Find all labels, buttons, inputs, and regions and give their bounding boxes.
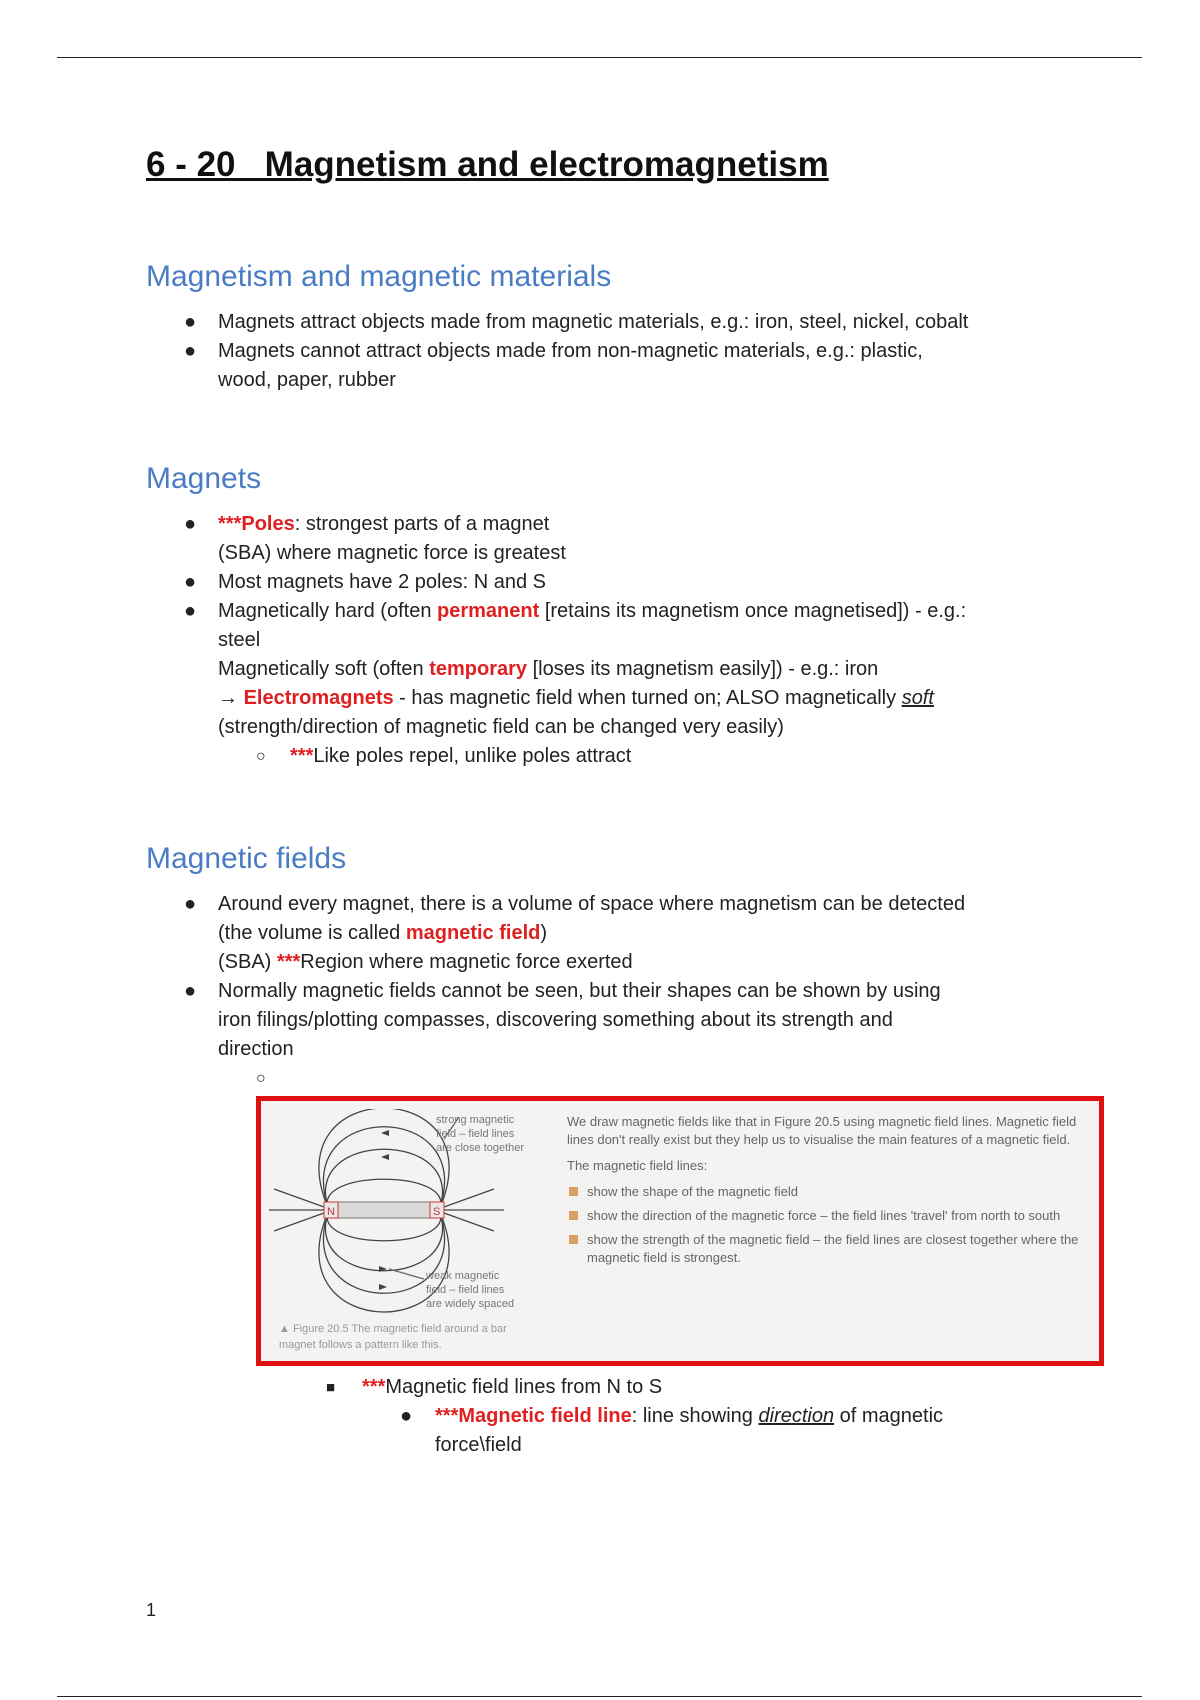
callout-weak-field: weak magnetic field – field lines are widely spaced: [426, 1270, 515, 1310]
bottom-rule: [57, 1696, 1142, 1697]
list-item: ● Normally magnetic fields cannot be seen, but their shapes can be shown by using: [0, 977, 965, 1006]
list-item-continuation: (SBA) where magnetic force is greatest: [218, 542, 566, 564]
magnets-list: [0, 510, 966, 771]
square-bullet-icon: ■: [326, 1379, 336, 1396]
list-item-soft: Magnetically soft (often temporary [loses its magnetism easily]) - e.g.: iron: [218, 658, 879, 680]
heading-magnetic-fields: Magnetic fields: [146, 842, 347, 875]
list-item-hard: ● Magnetically hard (often permanent [retains its magnetism once magnetised]) - e.g.:: [0, 597, 966, 626]
figure-text: [567, 1113, 1097, 1273]
list-item-poles: ● ***Poles: strongest parts of a magnet: [0, 510, 966, 539]
list-item-continuation: (strength/direction of magnetic field can be changed very easily): [218, 716, 784, 738]
bullet-dot-icon: ●: [184, 600, 197, 622]
list-item-continuation: direction: [218, 1038, 294, 1060]
list-item-continuation: steel: [218, 629, 261, 651]
pole-s-label: S: [433, 1206, 441, 1218]
magnetic-field-figure: [256, 1096, 1104, 1366]
list-item-continuation: (SBA) ***Region where magnetic force exerted: [218, 951, 633, 973]
field-lines-list: [0, 1373, 943, 1460]
bullet-dot-icon: ●: [184, 513, 197, 535]
figure-lines-label: The magnetic field lines:: [567, 1158, 708, 1173]
heading-magnetic-materials: Magnetism and magnetic materials: [146, 260, 612, 293]
bullet-dot-icon: ●: [184, 893, 197, 915]
heading-magnets: Magnets: [146, 462, 262, 495]
hollow-circle-bullet-icon: ○: [256, 1070, 266, 1087]
list-item-continuation: wood, paper, rubber: [218, 369, 396, 391]
bullet-dot-icon: ●: [400, 1405, 413, 1427]
square-bullet-icon: [569, 1235, 578, 1244]
square-bullet-icon: [569, 1211, 578, 1220]
list-item: ● Around every magnet, there is a volume of space where magnetism can be detected: [0, 890, 965, 919]
list-item: ● Magnets cannot attract objects made from non-magnetic materials, e.g.: plastic,: [0, 337, 968, 366]
figure-intro: We draw magnetic fields like that in Figure 20.5 using magnetic field lines. Magnetic field lines don't really exist but they help us to visualise the main features of a magnetic field.: [567, 1114, 1077, 1147]
fields-list: [0, 890, 965, 1093]
bullet-dot-icon: ●: [184, 571, 197, 593]
page-title: 6 - 20 Magnetism and electromagnetism: [146, 145, 829, 184]
figure-list-item: show the direction of the magnetic force – the field lines 'travel' from north to south: [567, 1207, 1097, 1225]
list-item: ● Most magnets have 2 poles: N and S: [0, 568, 966, 597]
list-item-field-line: ● ***Magnetic field line: line showing direction of magnetic: [0, 1402, 943, 1431]
list-item-continuation: force\field: [435, 1434, 522, 1456]
list-item-electromagnets: → Electromagnets - has magnetic field when turned on; ALSO magnetically soft: [218, 687, 934, 709]
materials-list: [0, 308, 968, 395]
hollow-circle-bullet-icon: ○: [256, 748, 266, 765]
figure-list-item: show the strength of the magnetic field – the field lines are closest together where the magnetic field is strongest.: [567, 1231, 1097, 1267]
list-item-n-to-s: ■ ***Magnetic field lines from N to S: [0, 1373, 943, 1402]
square-bullet-icon: [569, 1187, 578, 1196]
page-number: 1: [146, 1600, 157, 1620]
bullet-dot-icon: ●: [184, 980, 197, 1002]
list-item-like-poles: ○ ***Like poles repel, unlike poles attract: [0, 742, 966, 771]
list-item-figure-holder: [0, 1064, 965, 1093]
list-item-continuation: iron filings/plotting compasses, discovering something about its strength and: [218, 1009, 893, 1031]
list-item: ● Magnets attract objects made from magnetic materials, e.g.: iron, steel, nickel, cobalt: [0, 308, 968, 337]
pole-n-label: N: [327, 1206, 335, 1218]
top-rule: [57, 57, 1142, 58]
figure-list-item: show the shape of the magnetic field: [567, 1183, 1097, 1201]
figure-caption: ▲ Figure 20.5 The magnetic field around a bar magnet follows a pattern like this.: [279, 1323, 507, 1351]
list-item-continuation: (the volume is called magnetic field): [218, 922, 548, 944]
callout-strong-field: strong magnetic field – field lines are close together: [436, 1114, 525, 1154]
bullet-dot-icon: ●: [184, 340, 197, 362]
bullet-dot-icon: ●: [184, 311, 197, 333]
